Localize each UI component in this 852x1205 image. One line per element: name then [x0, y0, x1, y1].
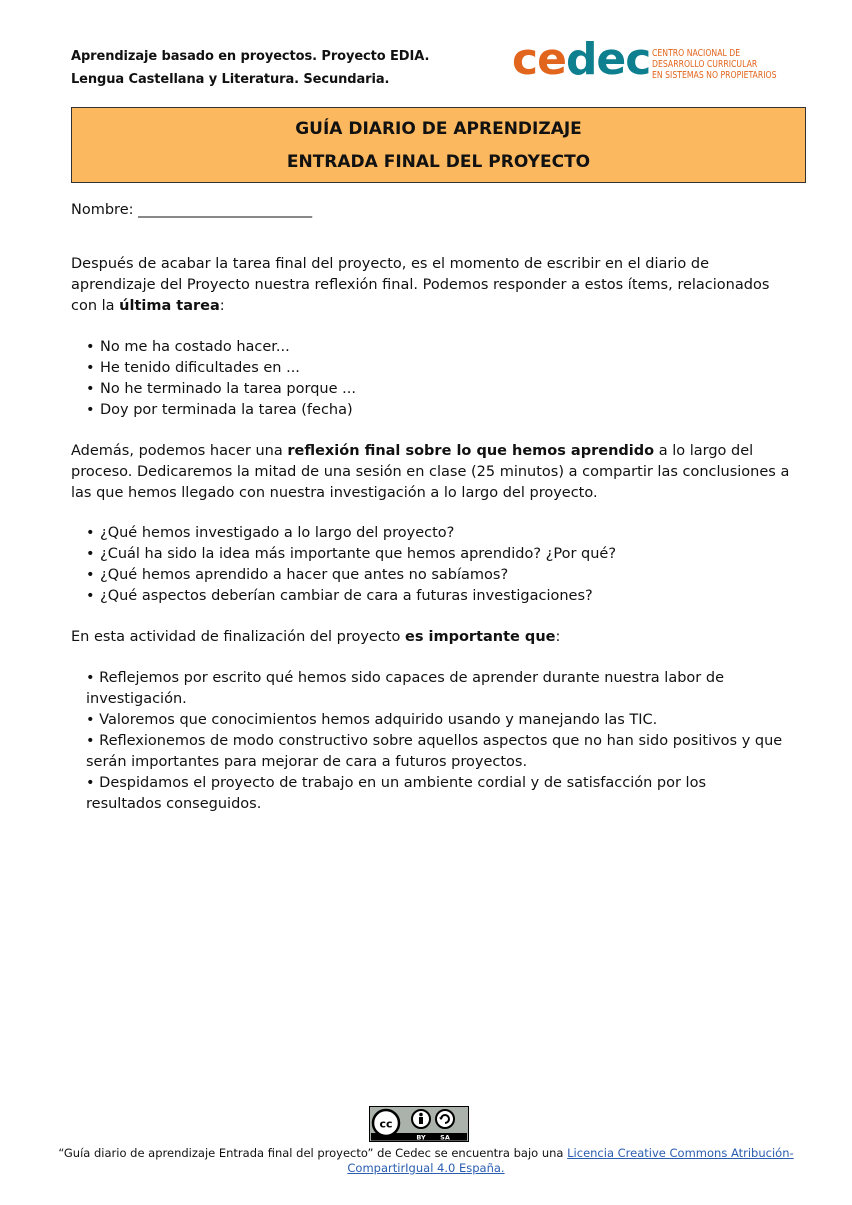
- list-item: • Despidamos el proyecto de trabajo en un ambiente cordial y de satisfacción por los resultados conseguidos.: [86, 775, 707, 812]
- list-item: • ¿Cuál ha sido la idea más importante que hemos aprendido? ¿Por qué?: [86, 544, 786, 565]
- list-item: • Reflejemos por escrito qué hemos sido capaces de aprender durante nuestra labor de investigación.: [86, 670, 724, 707]
- logo-sub-line: EN SISTEMAS NO PROPIETARIOS: [652, 70, 777, 81]
- list-item: • Valoremos que conocimientos hemos adquirido usando y manejando las TIC.: [86, 712, 658, 728]
- license-link[interactable]: Licencia Creative Commons Atribución-CompartirIgual 4.0 España.: [347, 1146, 794, 1175]
- para2-text-a: Además, podemos hacer una: [71, 443, 288, 459]
- list-item: • Doy por terminada la tarea (fecha): [86, 400, 786, 421]
- title-banner: [71, 107, 806, 183]
- para1-bold: última tarea: [119, 298, 220, 314]
- importance-paragraph: [71, 627, 791, 648]
- list-item: • ¿Qué aspectos deberían cambiar de cara a futuras investigaciones?: [86, 586, 786, 607]
- para3-text-b: :: [555, 629, 561, 645]
- list-item: • ¿Qué hemos investigado a lo largo del proyecto?: [86, 523, 786, 544]
- intro-paragraph: [71, 254, 791, 317]
- goals-list: [86, 668, 786, 815]
- logo-word-part-a: ce: [512, 34, 566, 85]
- para3-text-a: En esta actividad de finalización del proyecto: [71, 629, 405, 645]
- logo-sub-line: CENTRO NACIONAL DE: [652, 48, 741, 59]
- para2-text-b: a lo largo del proceso. Dedicaremos la mitad de una sesión en clase (25 minutos) a compartir las conclusiones a las que hemos llegado con nuestra investigación a lo largo del proyecto.: [71, 443, 790, 501]
- badge-by-text: BY: [416, 1133, 426, 1142]
- cc-by-sa-badge-icon[interactable]: [369, 1106, 469, 1142]
- list-item: • No he terminado la tarea porque ...: [86, 379, 786, 400]
- cedec-logo-subtitle: [652, 48, 797, 81]
- para1-text-a: Después de acabar la tarea final del proyecto, es el momento de escribir en el diario de aprendizaje del Proyecto nuestra reflexión final. Podemos responder a estos ítems, relacionados con la: [71, 256, 770, 314]
- license-footer: [30, 1146, 822, 1176]
- list-item: • Reflexionemos de modo constructivo sobre aquellos aspectos que no han sido positivos y que serán importantes para mejorar de cara a futuros proyectos.: [86, 733, 783, 770]
- logo-sub-line: DESARROLLO CURRICULAR: [652, 59, 758, 70]
- para1-text-b: :: [219, 298, 225, 314]
- name-field-label: Nombre: ________________________: [71, 202, 313, 218]
- cedec-logo: [512, 34, 812, 86]
- cedec-logo-word: [512, 34, 650, 86]
- list-item: • No me ha costado hacer...: [86, 337, 786, 358]
- header-line-2: Lengua Castellana y Literatura. Secundaria.: [71, 72, 390, 87]
- banner-title-1: GUÍA DIARIO DE APRENDIZAJE: [295, 119, 582, 139]
- list-item: • He tenido dificultades en ...: [86, 358, 786, 379]
- para2-bold: reflexión final sobre lo que hemos aprendido: [287, 443, 655, 459]
- reflection-paragraph: [71, 441, 791, 504]
- list-item: • ¿Qué hemos aprendido a hacer que antes no sabíamos?: [86, 565, 786, 586]
- badge-sa-text: SA: [440, 1133, 450, 1142]
- reflection-questions-list: [86, 523, 786, 607]
- logo-word-part-b: dec: [565, 34, 651, 85]
- header-line-1: Aprendizaje basado en proyectos. Proyecto EDIA.: [71, 49, 430, 64]
- svg-text:cc: cc: [379, 1117, 393, 1131]
- para3-bold: es importante que: [405, 629, 556, 645]
- footer-text: “Guía diario de aprendizaje Entrada final del proyecto” de Cedec se encuentra bajo una: [58, 1146, 568, 1160]
- task-items-list: [86, 337, 786, 421]
- banner-title-2: ENTRADA FINAL DEL PROYECTO: [286, 152, 591, 172]
